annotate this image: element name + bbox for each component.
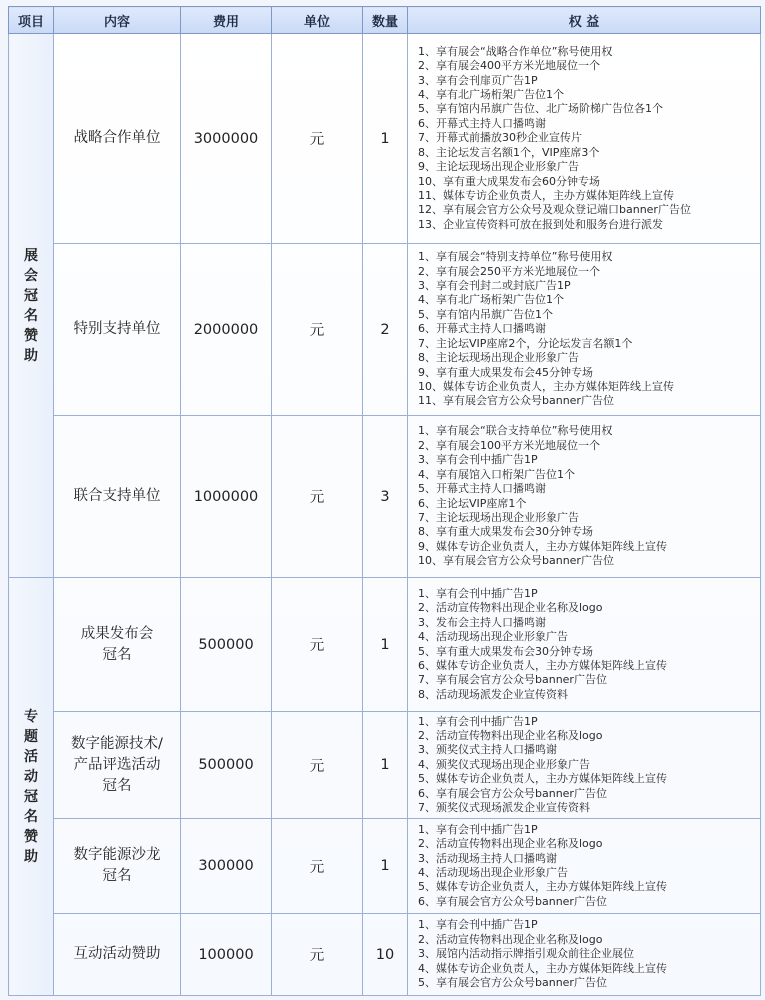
- rights-item: 8、主论坛现场出现企业形象广告: [418, 351, 579, 365]
- rights-item: 9、媒体专访企业负责人，主办方媒体矩阵线上宣传: [418, 539, 667, 553]
- item-name: 特别支持单位: [54, 244, 181, 416]
- item-quantity: 1: [363, 34, 408, 244]
- rights-item: 2、活动宣传物料出现企业名称及logo: [418, 728, 603, 742]
- rights-item: 4、活动现场出现企业形象广告: [418, 630, 568, 644]
- rights-item: 12、享有展会官方公众号及观众登记端口banner广告位: [418, 203, 691, 217]
- item-quantity: 1: [363, 578, 408, 712]
- rights-item: 7、开幕式前播放30秒企业宣传片: [418, 131, 582, 145]
- rights-item: 5、开幕式主持人口播鸣谢: [418, 482, 546, 496]
- rights-item: 10、享有展会官方公众号banner广告位: [418, 554, 614, 568]
- rights-item: 9、主论坛现场出现企业形象广告: [418, 160, 579, 174]
- item-rights: [408, 819, 761, 914]
- rights-item: 7、主论坛VIP座席2个，分论坛发言名额1个: [418, 336, 633, 350]
- table-row: [9, 819, 761, 914]
- rights-item: 4、颁奖仪式现场出现企业形象广告: [418, 757, 590, 771]
- rights-item: 1、享有会刊中插广告1P: [418, 918, 538, 932]
- item-unit: 元: [272, 712, 363, 819]
- rights-item: 4、享有展馆入口桁架广告位1个: [418, 467, 575, 481]
- rights-item: 1、享有展会“特别支持单位”称号使用权: [418, 250, 613, 264]
- rights-item: 1、享有会刊中插广告1P: [418, 822, 538, 836]
- item-rights: [408, 914, 761, 996]
- item-name: 互动活动赞助: [54, 914, 181, 996]
- rights-item: 9、享有重大成果发布会45分钟专场: [418, 365, 593, 379]
- rights-item: 5、享有重大成果发布会30分钟专场: [418, 644, 593, 658]
- sponsorship-table: [8, 6, 761, 996]
- rights-item: 3、展馆内活动指示牌指引观众前往企业展位: [418, 947, 634, 961]
- table-row: [9, 416, 761, 578]
- rights-item: 5、享有馆内吊旗广告位1个: [418, 307, 553, 321]
- item-unit: 元: [272, 819, 363, 914]
- rights-item: 4、媒体专访企业负责人，主办方媒体矩阵线上宣传: [418, 961, 667, 975]
- rights-item: 8、活动现场派发企业宣传资料: [418, 687, 568, 701]
- rights-item: 1、享有展会“联合支持单位”称号使用权: [418, 424, 613, 438]
- item-rights: [408, 578, 761, 712]
- item-fee: 300000: [181, 819, 272, 914]
- category-exhibition-sponsorship: 展会冠名赞助: [9, 34, 54, 578]
- rights-item: 2、享有展会400平方米光地展位一个: [418, 59, 600, 73]
- rights-item: 2、活动宣传物料出现企业名称及logo: [418, 932, 603, 946]
- rights-item: 2、享有展会250平方米光地展位一个: [418, 264, 600, 278]
- rights-item: 11、享有展会官方公众号banner广告位: [418, 394, 614, 408]
- item-fee: 500000: [181, 712, 272, 819]
- rights-item: 1、享有会刊中插广告1P: [418, 714, 538, 728]
- rights-item: 4、活动现场出现企业形象广告: [418, 866, 568, 879]
- rights-item: 1、享有展会“战略合作单位”称号使用权: [418, 44, 613, 58]
- rights-item: 2、活动宣传物料出现企业名称及logo: [418, 837, 603, 851]
- rights-item: 6、开幕式主持人口播鸣谢: [418, 116, 546, 130]
- table-row: [9, 712, 761, 819]
- rights-item: 13、企业宣传资料可放在报到处和服务台进行派发: [418, 217, 663, 231]
- rights-item: 5、享有馆内吊旗广告位、北广场阶梯广告位各1个: [418, 102, 663, 116]
- header-unit: 单位: [272, 7, 363, 34]
- item-fee: 2000000: [181, 244, 272, 416]
- item-name: 战略合作单位: [54, 34, 181, 244]
- rights-item: 4、享有北广场桁架广告位1个: [418, 293, 564, 307]
- header-quantity: 数量: [363, 7, 408, 34]
- item-quantity: 1: [363, 712, 408, 819]
- rights-item: 11、媒体专访企业负责人，主办方媒体矩阵线上宣传: [418, 188, 674, 202]
- rights-item: 1、享有会刊中插广告1P: [418, 586, 538, 600]
- rights-item: 6、享有展会官方公众号banner广告位: [418, 894, 607, 908]
- header-rights: 权 益: [408, 7, 761, 34]
- rights-item: 6、享有展会官方公众号banner广告位: [418, 786, 607, 800]
- rights-item: 2、活动宣传物料出现企业名称及logo: [418, 601, 603, 615]
- item-rights: [408, 712, 761, 819]
- table-row: [9, 244, 761, 416]
- table-row: [9, 914, 761, 996]
- item-fee: 1000000: [181, 416, 272, 578]
- item-unit: 元: [272, 244, 363, 416]
- item-rights: [408, 416, 761, 578]
- rights-item: 3、活动现场主持人口播鸣谢: [418, 851, 557, 865]
- rights-item: 8、主论坛发言名额1个，VIP座席3个: [418, 145, 600, 159]
- rights-item: 7、主论坛现场出现企业形象广告: [418, 510, 579, 524]
- rights-item: 5、媒体专访企业负责人，主办方媒体矩阵线上宣传: [418, 772, 667, 786]
- rights-item: 2、享有展会100平方米光地展位一个: [418, 438, 600, 452]
- item-unit: 元: [272, 914, 363, 996]
- table-row: [9, 578, 761, 712]
- item-quantity: 10: [363, 914, 408, 996]
- item-quantity: 1: [363, 819, 408, 914]
- rights-item: 3、享有会刊封二或封底广告1P: [418, 279, 571, 293]
- item-fee: 100000: [181, 914, 272, 996]
- item-name: 成果发布会冠名: [54, 578, 181, 712]
- header-content: 内容: [54, 7, 181, 34]
- header-row: [9, 7, 761, 34]
- rights-item: 5、享有展会官方公众号banner广告位: [418, 976, 607, 990]
- item-unit: 元: [272, 578, 363, 712]
- rights-item: 6、开幕式主持人口播鸣谢: [418, 322, 546, 336]
- header-fee: 费用: [181, 7, 272, 34]
- rights-item: 6、主论坛VIP座席1个: [418, 496, 527, 510]
- category-special-event-sponsorship: 专题活动冠名赞助: [9, 578, 54, 996]
- table-row: [9, 34, 761, 244]
- item-fee: 3000000: [181, 34, 272, 244]
- rights-item: 3、享有会刊中插广告1P: [418, 453, 538, 467]
- item-rights: [408, 34, 761, 244]
- rights-item: 5、媒体专访企业负责人，主办方媒体矩阵线上宣传: [418, 880, 667, 894]
- item-name: 数字能源技术/产品评选活动冠名: [54, 712, 181, 819]
- item-unit: 元: [272, 416, 363, 578]
- rights-item: 6、媒体专访企业负责人，主办方媒体矩阵线上宣传: [418, 658, 667, 672]
- header-project: 项目: [9, 7, 54, 34]
- item-unit: 元: [272, 34, 363, 244]
- rights-item: 7、颁奖仪式现场派发企业宣传资料: [418, 801, 590, 815]
- item-name: 联合支持单位: [54, 416, 181, 578]
- rights-item: 3、颁奖仪式主持人口播鸣谢: [418, 743, 557, 757]
- item-name: 数字能源沙龙冠名: [54, 819, 181, 914]
- rights-item: 3、发布会主持人口播鸣谢: [418, 615, 546, 629]
- rights-item: 7、享有展会官方公众号banner广告位: [418, 673, 607, 687]
- rights-item: 10、媒体专访企业负责人，主办方媒体矩阵线上宣传: [418, 379, 674, 393]
- item-quantity: 3: [363, 416, 408, 578]
- rights-item: 10、享有重大成果发布会60分钟专场: [418, 174, 600, 188]
- item-fee: 500000: [181, 578, 272, 712]
- rights-item: 3、享有会刊扉页广告1P: [418, 73, 538, 87]
- rights-item: 8、享有重大成果发布会30分钟专场: [418, 525, 593, 539]
- item-rights: [408, 244, 761, 416]
- rights-item: 4、享有北广场桁架广告位1个: [418, 88, 564, 102]
- item-quantity: 2: [363, 244, 408, 416]
